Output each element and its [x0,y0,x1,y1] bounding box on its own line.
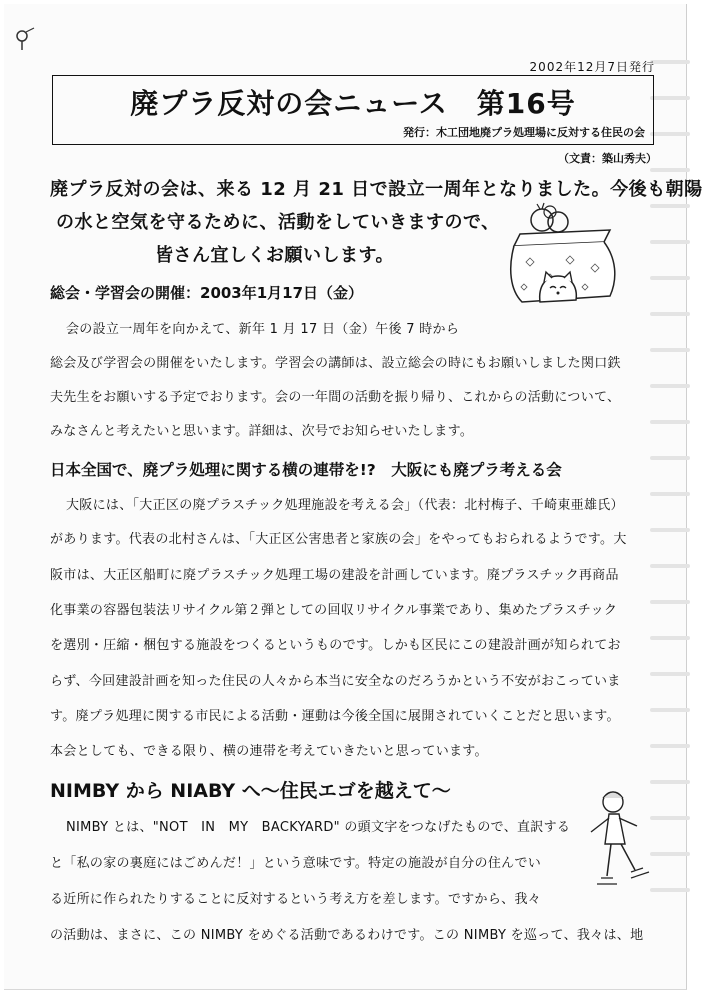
kotatsu-cat-illustration [500,198,625,310]
publisher: 発行：木工団地廃プラ処理場に反対する住民の会 [403,126,645,139]
pushpin-icon [12,26,38,52]
lead-line-2: の水と空気を守るために、活動をしていきますので、 [56,212,500,233]
osaka-line-2: があります。代表の北村さんは、「大正区公害患者と家族の会」をやってもおられるようです。大 [50,532,627,547]
osaka-line-7: す。廃プラ処理に関する市民による活動・運動は今後全国に展開されていくことだと思います。 [50,709,620,724]
nimby-line-2: と「私の家の裏庭にはごめんだ！」という意味です。特定の施設が自分の住んでい [50,856,542,871]
newsletter-title: 廃プラ反対の会ニュース 第16号 [130,87,576,120]
author-credit: （文責：築山秀夫） [558,152,657,165]
lead-line-1: 廃プラ反対の会は、来る 12 月 21 日で設立一周年となりました。今後も朝陽 [50,179,703,200]
nimby-line-1: NIMBY とは、"NOT IN MY BACKYARD" の頭文字をつなげたもので、直訳する [66,820,571,835]
issue-date: 2002年12月7日発行 [529,60,655,74]
osaka-line-8: 本会としても、できる限り、横の連帯を考えていきたいと思っています。 [50,744,488,759]
osaka-line-3: 阪市は、大正区船町に廃プラスチック処理工場の建設を計画しています。廃プラスチック再商品 [50,568,619,583]
nimby-line-4: の活動は、まさに、この NIMBY をめぐる活動であるわけです。この NIMBY を巡って、我々は、地 [50,928,644,943]
meeting-line-4: みなさんと考えたいと思います。詳細は、次号でお知らせいたします。 [50,424,474,439]
meeting-line-1: 会の設立一周年を向かえて、新年 1 月 17 日（金）午後 7 時から [66,322,460,337]
osaka-line-6: らず、今回建設計画を知った住民の人々から本当に安全なのだろうかという不安がおこっていま [50,674,621,689]
meeting-heading: 総会・学習会の開催：2003年1月17日（金） [50,284,364,302]
osaka-heading: 日本全国で、廃プラ処理に関する横の連帯を!? 大阪にも廃プラ考える会 [50,461,562,479]
osaka-line-1: 大阪には、「大正区の廃プラスチック処理施設を考える会」（代表：北村梅子、千崎東亜雄氏） [66,498,624,513]
osaka-line-5: を選別・圧縮・梱包する施設をつくるというものです。しかも区民にこの建設計画が知られてお [50,638,621,653]
nimby-heading: NIMBY から NIABY へ～住民エゴを越えて～ [50,780,451,802]
lead-line-3: 皆さん宜しくお願いします。 [155,245,395,266]
meeting-line-3: 夫先生をお願いする予定でおります。会の一年間の活動を振り帰り、これからの活動について、 [50,390,621,405]
masthead [52,75,654,145]
nimby-line-3: る近所に作られたりすることに反対するという考え方を差します。ですから、我々 [50,892,542,907]
skater-girl-illustration [575,786,665,901]
osaka-line-4: 化事業の容器包装法リサイクル第２弾としての回収リサイクル事業であり、集めたプラスチック [50,603,618,618]
meeting-line-2: 総会及び学習会の開催をいたします。学習会の講師は、設立総会の時にもお願いしました関口鉄 [50,356,621,371]
